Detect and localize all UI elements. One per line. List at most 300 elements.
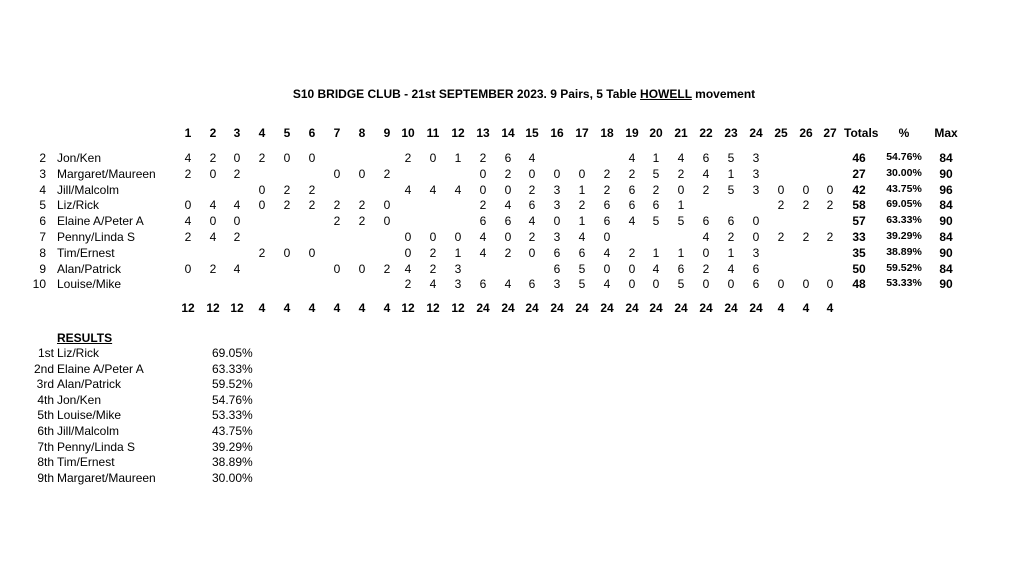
board-header-6: 6 <box>308 126 316 140</box>
score-cell: 2 <box>628 246 636 260</box>
pair-max: 84 <box>939 262 953 276</box>
score-cell: 2 <box>333 214 341 228</box>
column-sum: 24 <box>749 301 763 315</box>
pair-name: Margaret/Maureen <box>57 167 156 181</box>
board-header-16: 16 <box>550 126 564 140</box>
result-pair-name: Jill/Malcolm <box>57 424 120 438</box>
pair-number: 2 <box>39 151 46 165</box>
board-header-10: 10 <box>401 126 415 140</box>
pair-name: Penny/Linda S <box>57 230 136 244</box>
pair-number: 10 <box>32 277 46 291</box>
score-cell: 4 <box>454 183 462 197</box>
results-heading: RESULTS <box>57 331 113 345</box>
score-cell: 1 <box>677 246 685 260</box>
score-cell: 4 <box>429 277 437 291</box>
score-cell: 0 <box>404 230 412 244</box>
result-percent: 30.00% <box>212 471 253 485</box>
result-pair-name: Penny/Linda S <box>57 440 136 454</box>
score-cell: 2 <box>429 262 437 276</box>
result-percent: 53.33% <box>212 408 253 422</box>
pair-max: 90 <box>939 277 953 291</box>
score-cell: 3 <box>553 183 561 197</box>
score-cell: 0 <box>628 262 636 276</box>
board-header-13: 13 <box>476 126 490 140</box>
score-cell: 4 <box>727 262 735 276</box>
board-header-15: 15 <box>525 126 539 140</box>
column-sum: 4 <box>383 301 391 315</box>
pair-number: 4 <box>39 183 46 197</box>
pair-number: 9 <box>39 262 46 276</box>
result-percent: 63.33% <box>212 362 253 376</box>
score-cell: 0 <box>677 183 685 197</box>
percent-header: % <box>898 126 910 140</box>
score-cell: 0 <box>333 262 341 276</box>
score-cell: 0 <box>258 183 266 197</box>
board-header-23: 23 <box>724 126 738 140</box>
pair-percent: 53.33% <box>886 277 922 289</box>
score-cell: 3 <box>454 277 462 291</box>
score-cell: 5 <box>677 277 685 291</box>
score-cell: 0 <box>283 246 291 260</box>
score-cell: 6 <box>504 214 512 228</box>
pair-max: 84 <box>939 230 953 244</box>
score-cell: 3 <box>553 277 561 291</box>
pair-name: Louise/Mike <box>57 277 122 291</box>
score-cell: 6 <box>553 262 561 276</box>
page-title <box>0 87 1024 101</box>
column-sum: 24 <box>525 301 539 315</box>
pair-max: 84 <box>939 151 953 165</box>
score-cell: 0 <box>184 198 192 212</box>
board-header-2: 2 <box>209 126 217 140</box>
score-cell: 0 <box>727 277 735 291</box>
score-cell: 0 <box>752 230 760 244</box>
score-cell: 6 <box>553 246 561 260</box>
result-rank: 8th <box>37 455 54 469</box>
column-sum: 4 <box>333 301 341 315</box>
score-cell: 5 <box>727 151 735 165</box>
score-cell: 0 <box>209 214 217 228</box>
score-cell: 4 <box>677 151 685 165</box>
score-cell: 2 <box>528 230 536 244</box>
score-cell: 6 <box>628 183 636 197</box>
score-cell: 6 <box>727 214 735 228</box>
pair-total: 57 <box>852 214 866 228</box>
pair-total: 50 <box>852 262 866 276</box>
score-cell: 4 <box>702 230 710 244</box>
column-sum: 4 <box>358 301 366 315</box>
score-cell: 4 <box>528 151 536 165</box>
score-cell: 0 <box>233 151 241 165</box>
column-sum: 12 <box>451 301 465 315</box>
pair-number: 7 <box>39 230 46 244</box>
column-sum: 12 <box>181 301 195 315</box>
score-cell: 3 <box>553 230 561 244</box>
pair-percent: 54.76% <box>886 151 922 163</box>
board-header-26: 26 <box>799 126 813 140</box>
result-pair-name: Margaret/Maureen <box>57 471 156 485</box>
score-cell: 2 <box>777 198 785 212</box>
column-sum: 4 <box>777 301 785 315</box>
title-text: S10 BRIDGE CLUB - 21st SEPTEMBER 2023. 9 Pairs, 5 Table <box>292 87 641 101</box>
score-cell: 4 <box>184 214 192 228</box>
board-header-21: 21 <box>674 126 688 140</box>
score-cell: 6 <box>528 198 536 212</box>
score-cell: 5 <box>677 214 685 228</box>
score-cell: 4 <box>233 262 241 276</box>
title-underlined: HOWELL <box>640 87 692 101</box>
score-cell: 1 <box>454 151 462 165</box>
column-sum: 24 <box>476 301 490 315</box>
score-cell: 0 <box>308 246 316 260</box>
pair-percent: 63.33% <box>886 214 922 226</box>
result-percent: 54.76% <box>212 393 253 407</box>
board-header-7: 7 <box>333 126 341 140</box>
score-cell: 6 <box>603 214 611 228</box>
score-cell: 0 <box>333 167 341 181</box>
score-cell: 6 <box>677 262 685 276</box>
column-sum: 24 <box>625 301 639 315</box>
score-cell: 4 <box>209 230 217 244</box>
score-cell: 0 <box>578 167 586 181</box>
score-cell: 2 <box>727 230 735 244</box>
pair-number: 6 <box>39 214 46 228</box>
score-cell: 4 <box>479 246 487 260</box>
score-cell: 4 <box>603 277 611 291</box>
pair-percent: 39.29% <box>886 230 922 242</box>
max-header: Max <box>934 126 958 140</box>
score-cell: 2 <box>308 198 316 212</box>
board-header-1: 1 <box>184 126 192 140</box>
score-cell: 4 <box>702 167 710 181</box>
score-cell: 4 <box>404 262 412 276</box>
column-sum: 4 <box>283 301 291 315</box>
score-cell: 0 <box>702 246 710 260</box>
score-cell: 2 <box>702 183 710 197</box>
score-cell: 0 <box>603 230 611 244</box>
score-cell: 4 <box>504 198 512 212</box>
board-header-24: 24 <box>749 126 763 140</box>
score-cell: 0 <box>454 230 462 244</box>
board-header-8: 8 <box>358 126 366 140</box>
pair-percent: 43.75% <box>886 183 922 195</box>
score-cell: 0 <box>479 183 487 197</box>
column-sum: 24 <box>501 301 515 315</box>
score-cell: 0 <box>752 214 760 228</box>
score-cell: 3 <box>752 246 760 260</box>
result-percent: 39.29% <box>212 440 253 454</box>
score-cell: 4 <box>184 151 192 165</box>
score-cell: 2 <box>258 151 266 165</box>
pair-max: 90 <box>939 167 953 181</box>
score-cell: 6 <box>652 198 660 212</box>
score-cell: 2 <box>652 183 660 197</box>
column-sum: 24 <box>724 301 738 315</box>
board-header-11: 11 <box>426 126 440 140</box>
result-pair-name: Alan/Patrick <box>57 377 122 391</box>
score-cell: 2 <box>677 167 685 181</box>
score-cell: 2 <box>184 230 192 244</box>
score-cell: 0 <box>652 277 660 291</box>
score-cell: 0 <box>383 214 391 228</box>
score-cell: 6 <box>752 277 760 291</box>
score-cell: 0 <box>504 230 512 244</box>
score-cell: 0 <box>429 151 437 165</box>
column-sum: 24 <box>699 301 713 315</box>
pair-number: 5 <box>39 198 46 212</box>
totals-header: Totals <box>844 126 879 140</box>
column-sum: 4 <box>308 301 316 315</box>
score-cell: 4 <box>652 262 660 276</box>
score-cell: 2 <box>404 277 412 291</box>
column-sum: 12 <box>230 301 244 315</box>
score-cell: 0 <box>358 262 366 276</box>
pair-name: Alan/Patrick <box>57 262 122 276</box>
score-cell: 2 <box>429 246 437 260</box>
board-header-12: 12 <box>451 126 465 140</box>
score-cell: 2 <box>333 198 341 212</box>
score-cell: 0 <box>184 262 192 276</box>
pair-total: 48 <box>852 277 866 291</box>
score-cell: 0 <box>777 277 785 291</box>
column-sum: 4 <box>258 301 266 315</box>
score-cell: 2 <box>358 198 366 212</box>
score-cell: 2 <box>826 230 834 244</box>
score-cell: 6 <box>528 277 536 291</box>
score-cell: 6 <box>479 214 487 228</box>
score-cell: 4 <box>628 214 636 228</box>
score-cell: 4 <box>479 230 487 244</box>
column-sum: 4 <box>826 301 834 315</box>
score-cell: 2 <box>628 167 636 181</box>
score-cell: 1 <box>652 246 660 260</box>
score-cell: 0 <box>429 230 437 244</box>
pair-total: 58 <box>852 198 866 212</box>
score-cell: 2 <box>479 151 487 165</box>
result-pair-name: Jon/Ken <box>57 393 102 407</box>
board-header-4: 4 <box>258 126 266 140</box>
score-cell: 1 <box>454 246 462 260</box>
score-cell: 0 <box>777 183 785 197</box>
score-cell: 0 <box>358 167 366 181</box>
pair-max: 96 <box>939 183 953 197</box>
result-pair-name: Elaine A/Peter A <box>57 362 144 376</box>
score-cell: 2 <box>404 151 412 165</box>
score-cell: 2 <box>209 151 217 165</box>
pair-total: 46 <box>852 151 866 165</box>
score-cell: 0 <box>628 277 636 291</box>
score-cell: 3 <box>752 167 760 181</box>
score-cell: 4 <box>578 230 586 244</box>
score-cell: 0 <box>553 214 561 228</box>
pair-total: 42 <box>852 183 866 197</box>
column-sum: 12 <box>206 301 220 315</box>
score-cell: 5 <box>652 214 660 228</box>
score-cell: 2 <box>504 246 512 260</box>
pair-max: 90 <box>939 214 953 228</box>
score-cell: 0 <box>404 246 412 260</box>
result-pair-name: Tim/Ernest <box>57 455 115 469</box>
score-cell: 1 <box>677 198 685 212</box>
column-sum: 4 <box>802 301 810 315</box>
score-cell: 4 <box>429 183 437 197</box>
score-cell: 0 <box>802 277 810 291</box>
score-cell: 5 <box>578 277 586 291</box>
score-cell: 1 <box>727 167 735 181</box>
column-sum: 24 <box>575 301 589 315</box>
score-cell: 2 <box>578 198 586 212</box>
score-cell: 6 <box>752 262 760 276</box>
pair-percent: 30.00% <box>886 167 922 179</box>
score-cell: 2 <box>826 198 834 212</box>
board-header-5: 5 <box>283 126 291 140</box>
score-cell: 2 <box>233 167 241 181</box>
score-cell: 1 <box>727 246 735 260</box>
score-cell: 4 <box>528 214 536 228</box>
column-sum: 24 <box>649 301 663 315</box>
result-pair-name: Louise/Mike <box>57 408 122 422</box>
pair-percent: 38.89% <box>886 246 922 258</box>
pair-number: 3 <box>39 167 46 181</box>
result-rank: 3rd <box>36 377 54 391</box>
score-cell: 1 <box>578 183 586 197</box>
score-cell: 0 <box>308 151 316 165</box>
column-sum: 24 <box>550 301 564 315</box>
score-cell: 6 <box>578 246 586 260</box>
score-cell: 2 <box>504 167 512 181</box>
result-rank: 5th <box>37 408 54 422</box>
score-cell: 2 <box>777 230 785 244</box>
score-cell: 3 <box>752 183 760 197</box>
score-cell: 2 <box>603 167 611 181</box>
board-header-9: 9 <box>383 126 391 140</box>
score-cell: 2 <box>603 183 611 197</box>
board-header-25: 25 <box>774 126 788 140</box>
result-rank: 4th <box>37 393 54 407</box>
score-cell: 0 <box>528 246 536 260</box>
score-cell: 0 <box>383 198 391 212</box>
score-cell: 6 <box>603 198 611 212</box>
pair-number: 8 <box>39 246 46 260</box>
pair-total: 35 <box>852 246 866 260</box>
score-cell: 6 <box>702 214 710 228</box>
result-percent: 59.52% <box>212 377 253 391</box>
score-cell: 0 <box>528 167 536 181</box>
pair-total: 27 <box>852 167 866 181</box>
result-percent: 69.05% <box>212 346 253 360</box>
score-cell: 2 <box>358 214 366 228</box>
result-rank: 7th <box>37 440 54 454</box>
score-cell: 0 <box>603 262 611 276</box>
score-cell: 2 <box>258 246 266 260</box>
result-rank: 6th <box>37 424 54 438</box>
score-cell: 1 <box>578 214 586 228</box>
pair-max: 90 <box>939 246 953 260</box>
result-percent: 43.75% <box>212 424 253 438</box>
pair-percent: 59.52% <box>886 262 922 274</box>
column-sum: 24 <box>600 301 614 315</box>
score-cell: 6 <box>702 151 710 165</box>
board-header-22: 22 <box>699 126 713 140</box>
score-cell: 0 <box>233 214 241 228</box>
score-cell: 6 <box>479 277 487 291</box>
score-cell: 3 <box>553 198 561 212</box>
score-cell: 0 <box>702 277 710 291</box>
score-cell: 2 <box>802 230 810 244</box>
column-sum: 24 <box>674 301 688 315</box>
score-cell: 0 <box>258 198 266 212</box>
pair-total: 33 <box>852 230 866 244</box>
score-cell: 2 <box>479 198 487 212</box>
column-sum: 12 <box>426 301 440 315</box>
board-header-14: 14 <box>501 126 515 140</box>
score-cell: 0 <box>479 167 487 181</box>
board-header-27: 27 <box>823 126 837 140</box>
score-cell: 1 <box>652 151 660 165</box>
pair-name: Jill/Malcolm <box>57 183 120 197</box>
score-cell: 2 <box>283 198 291 212</box>
score-cell: 0 <box>553 167 561 181</box>
score-cell: 5 <box>652 167 660 181</box>
score-cell: 3 <box>454 262 462 276</box>
board-header-17: 17 <box>575 126 589 140</box>
score-cell: 5 <box>727 183 735 197</box>
score-cell: 0 <box>209 167 217 181</box>
score-cell: 0 <box>283 151 291 165</box>
result-rank: 9th <box>37 471 54 485</box>
board-header-18: 18 <box>600 126 614 140</box>
board-header-19: 19 <box>625 126 639 140</box>
score-cell: 0 <box>802 183 810 197</box>
score-cell: 2 <box>802 198 810 212</box>
score-cell: 2 <box>528 183 536 197</box>
pair-name: Elaine A/Peter A <box>57 214 144 228</box>
pair-max: 84 <box>939 198 953 212</box>
score-cell: 0 <box>826 277 834 291</box>
score-cell: 4 <box>603 246 611 260</box>
score-cell: 2 <box>233 230 241 244</box>
score-cell: 2 <box>283 183 291 197</box>
board-header-3: 3 <box>233 126 241 140</box>
score-cell: 2 <box>209 262 217 276</box>
pair-name: Jon/Ken <box>57 151 102 165</box>
score-cell: 0 <box>504 183 512 197</box>
score-cell: 3 <box>752 151 760 165</box>
score-cell: 2 <box>702 262 710 276</box>
score-cell: 5 <box>578 262 586 276</box>
score-cell: 2 <box>383 167 391 181</box>
result-rank: 2nd <box>33 362 54 376</box>
score-cell: 2 <box>184 167 192 181</box>
score-cell: 2 <box>308 183 316 197</box>
board-header-20: 20 <box>649 126 663 140</box>
score-cell: 4 <box>628 151 636 165</box>
result-percent: 38.89% <box>212 455 253 469</box>
result-rank: 1st <box>37 346 54 360</box>
score-cell: 4 <box>504 277 512 291</box>
score-cell: 4 <box>209 198 217 212</box>
pair-percent: 69.05% <box>886 198 922 210</box>
column-sum: 12 <box>401 301 415 315</box>
title-suffix: movement <box>691 87 756 101</box>
score-cell: 2 <box>383 262 391 276</box>
pair-name: Liz/Rick <box>57 198 100 212</box>
score-cell: 4 <box>404 183 412 197</box>
pair-name: Tim/Ernest <box>57 246 115 260</box>
score-cell: 6 <box>504 151 512 165</box>
score-cell: 6 <box>628 198 636 212</box>
score-cell: 0 <box>826 183 834 197</box>
